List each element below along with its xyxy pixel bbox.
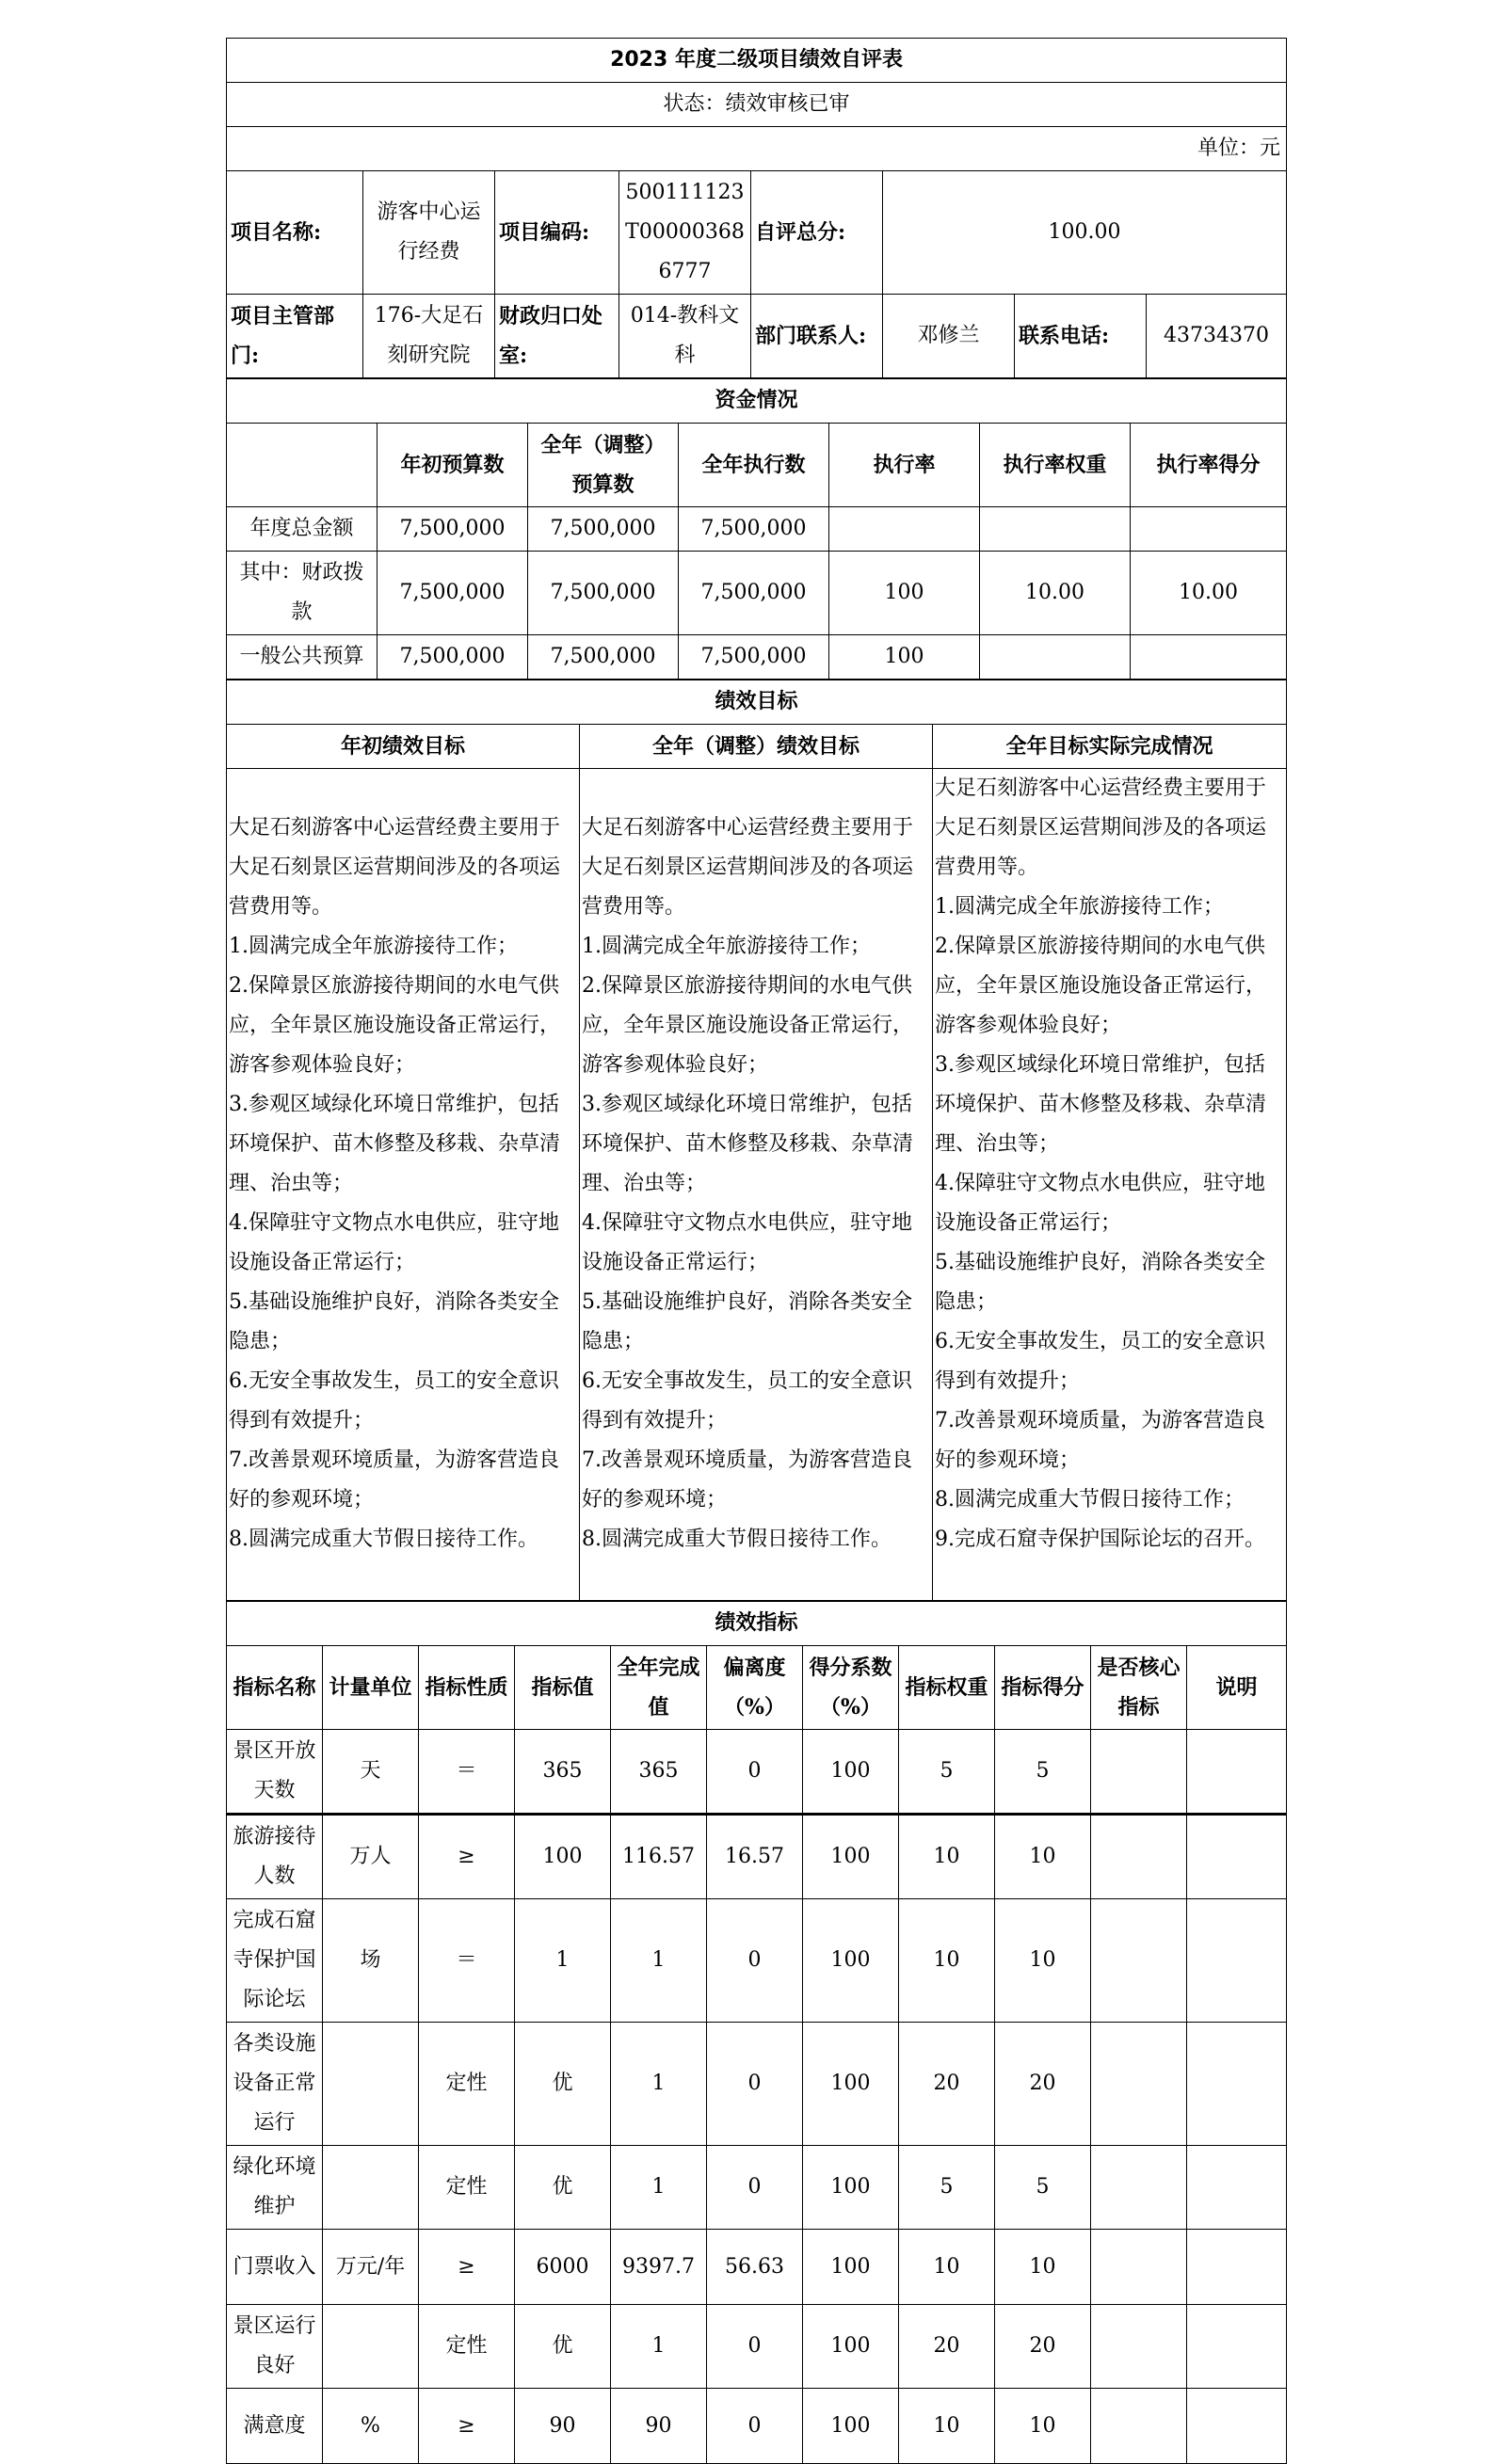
indicator-cell (1091, 1730, 1187, 1815)
indicator-cell (1187, 2389, 1287, 2464)
indicator-header-cell: 是否核心指标 (1091, 1646, 1187, 1730)
indicator-cell: 天 (323, 1730, 419, 1815)
indicator-cell: 各类设施设备正常运行 (227, 2023, 323, 2146)
indicator-cell: 10 (899, 2230, 995, 2305)
funds-cell: 100 (829, 552, 980, 635)
funds-cell: 年度总金额 (227, 507, 378, 552)
indicator-cell: ≥ (419, 1815, 515, 1899)
finance-office-label: 财政归口处室: (495, 295, 619, 378)
indicator-header-cell: 指标值 (515, 1646, 611, 1730)
indicator-cell: 5 (899, 2146, 995, 2230)
funds-cell: 7,500,000 (528, 635, 679, 680)
indicator-cell: 满意度 (227, 2389, 323, 2464)
funds-cell: 7,500,000 (528, 507, 679, 552)
indicator-cell: 绿化环境维护 (227, 2146, 323, 2230)
indicator-cell: 100 (803, 2305, 899, 2389)
funds-cell: 7,500,000 (679, 635, 829, 680)
indicator-cell: 10 (995, 1899, 1091, 2023)
funds-cell: 7,500,000 (679, 507, 829, 552)
indicator-cell (323, 2305, 419, 2389)
indicator-cell: 10 (899, 1899, 995, 2023)
indicator-cell: ≥ (419, 2389, 515, 2464)
indicator-cell: 10 (899, 1815, 995, 1899)
indicator-cell (1187, 2305, 1287, 2389)
indicator-cell (1187, 1815, 1287, 1899)
indicator-row (227, 1730, 1287, 1815)
indicator-cell: 56.63 (707, 2230, 803, 2305)
finance-office-value: 014-教科文科 (619, 295, 751, 378)
funds-cell (1131, 635, 1287, 680)
indicator-cell: 万人 (323, 1815, 419, 1899)
indicator-cell (1187, 1899, 1287, 2023)
indicator-header-cell: 全年完成值 (611, 1646, 707, 1730)
indicator-cell: 门票收入 (227, 2230, 323, 2305)
goals-table (226, 680, 1287, 1601)
funds-cell: 其中：财政拨款 (227, 552, 378, 635)
header-table (226, 38, 1287, 378)
actual-completion-text: 大足石刻游客中心运营经费主要用于大足石刻景区运营期间涉及的各项运营费用等。 1.圆满完成全年旅游接待工作； 2.保障景区旅游接待期间的水电气供应，全年景区施设施设备正常运行，游客参观体验良好； 3.参观区域绿化环境日常维护，包括环境保护、苗木修整及移栽、杂草清理、治虫等； 4.保障驻守文物点水电供应，驻守地设施设备正常运行； 5.基础设施维护良好，消除各类安全隐患； 6.无安全事故发生，员工的安全意识得到有效提升； 7.改善景观环境质量，为游客营造良好的参观环境； 8.圆满完成重大节假日接待工作； 9.完成石窟寺保护国际论坛的召开。 (933, 769, 1287, 1601)
indicator-cell: 0 (707, 2023, 803, 2146)
funds-cell (829, 507, 980, 552)
indicators-header-row (227, 1646, 1287, 1730)
indicator-cell: 20 (995, 2023, 1091, 2146)
indicator-row (227, 2146, 1287, 2230)
project-code-label: 项目编码: (495, 171, 619, 295)
funds-row (227, 635, 1287, 680)
indicator-cell: 116.57 (611, 1815, 707, 1899)
indicator-cell: 20 (899, 2305, 995, 2389)
indicator-cell: 优 (515, 2146, 611, 2230)
indicator-cell: 365 (515, 1730, 611, 1815)
indicator-cell: 90 (611, 2389, 707, 2464)
indicator-cell: 定性 (419, 2305, 515, 2389)
indicator-cell: 1 (611, 2146, 707, 2230)
indicator-cell (323, 2146, 419, 2230)
indicator-cell (1091, 2305, 1187, 2389)
indicator-cell: % (323, 2389, 419, 2464)
indicator-cell: 90 (515, 2389, 611, 2464)
goals-header-actual: 全年目标实际完成情况 (933, 725, 1287, 769)
funds-header-cell: 执行率权重 (980, 424, 1131, 507)
indicator-cell (1187, 2146, 1287, 2230)
indicator-cell (1091, 2146, 1187, 2230)
indicator-cell (1091, 2230, 1187, 2305)
indicator-cell: ＝ (419, 1899, 515, 2023)
goals-header-adjusted: 全年（调整）绩效目标 (580, 725, 933, 769)
department-value: 176-大足石刻研究院 (363, 295, 495, 378)
unit-line: 单位：元 (227, 127, 1287, 171)
indicator-cell: 16.57 (707, 1815, 803, 1899)
funds-cell: 7,500,000 (679, 552, 829, 635)
phone-label: 联系电话: (1015, 295, 1147, 378)
indicator-cell (323, 2023, 419, 2146)
indicator-cell: 100 (803, 2230, 899, 2305)
department-label: 项目主管部门: (227, 295, 363, 378)
indicator-cell: 旅游接待人数 (227, 1815, 323, 1899)
indicator-cell: 10 (995, 2389, 1091, 2464)
indicator-cell: 365 (611, 1730, 707, 1815)
indicator-cell: 1 (611, 2305, 707, 2389)
funds-heading: 资金情况 (227, 379, 1287, 424)
indicator-cell: 100 (803, 2389, 899, 2464)
funds-cell (980, 507, 1131, 552)
indicator-cell (1187, 2230, 1287, 2305)
indicator-header-cell: 说明 (1187, 1646, 1287, 1730)
indicator-cell: 100 (803, 1899, 899, 2023)
funds-header-cell: 全年（调整）预算数 (528, 424, 679, 507)
indicators-table (226, 1601, 1287, 2464)
indicator-cell: 景区开放天数 (227, 1730, 323, 1815)
funds-cell: 7,500,000 (528, 552, 679, 635)
indicator-cell: 10 (899, 2389, 995, 2464)
funds-header-cell: 执行率 (829, 424, 980, 507)
self-score-value: 100.00 (883, 171, 1287, 295)
indicator-row (227, 2305, 1287, 2389)
funds-cell: 7,500,000 (378, 507, 528, 552)
page-title: 2023 年度二级项目绩效自评表 (227, 39, 1287, 83)
phone-value: 43734370 (1147, 295, 1287, 378)
contact-value: 邓修兰 (883, 295, 1015, 378)
indicator-cell: 景区运行良好 (227, 2305, 323, 2389)
indicator-cell: 20 (899, 2023, 995, 2146)
indicator-cell: 20 (995, 2305, 1091, 2389)
indicator-cell: 10 (995, 1815, 1091, 1899)
adjusted-goal-text: 大足石刻游客中心运营经费主要用于大足石刻景区运营期间涉及的各项运营费用等。 1.圆满完成全年旅游接待工作； 2.保障景区旅游接待期间的水电气供应，全年景区施设施设备正常运行，游客参观体验良好； 3.参观区域绿化环境日常维护，包括环境保护、苗木修整及移栽、杂草清理、治虫等； 4.保障驻守文物点水电供应，驻守地设施设备正常运行； 5.基础设施维护良好，消除各类安全隐患； 6.无安全事故发生，员工的安全意识得到有效提升； 7.改善景观环境质量，为游客营造良好的参观环境； 8.圆满完成重大节假日接待工作。 (580, 769, 933, 1601)
self-score-label: 自评总分: (751, 171, 883, 295)
indicator-header-cell: 得分系数（%） (803, 1646, 899, 1730)
indicator-cell (1091, 2023, 1187, 2146)
indicator-header-cell: 指标名称 (227, 1646, 323, 1730)
funds-header-row (227, 424, 1287, 507)
contact-label: 部门联系人: (751, 295, 883, 378)
indicator-cell: 100 (803, 1815, 899, 1899)
indicator-cell: 万元/年 (323, 2230, 419, 2305)
indicator-row (227, 1899, 1287, 2023)
indicator-cell: 5 (995, 1730, 1091, 1815)
indicator-cell: 100 (803, 1730, 899, 1815)
indicator-cell: 5 (995, 2146, 1091, 2230)
indicator-header-cell: 指标性质 (419, 1646, 515, 1730)
indicator-cell: 定性 (419, 2023, 515, 2146)
indicator-cell: 0 (707, 1730, 803, 1815)
indicator-row (227, 2023, 1287, 2146)
indicator-cell: 0 (707, 1899, 803, 2023)
funds-cell: 7,500,000 (378, 552, 528, 635)
indicator-cell: ＝ (419, 1730, 515, 1815)
project-name-value: 游客中心运行经费 (363, 171, 495, 295)
indicator-cell: 1 (611, 1899, 707, 2023)
indicator-cell (1187, 1730, 1287, 1815)
project-code-value: 500111123T000003686777 (619, 171, 751, 295)
indicator-header-cell: 计量单位 (323, 1646, 419, 1730)
project-name-label: 项目名称: (227, 171, 363, 295)
indicator-cell: 100 (803, 2146, 899, 2230)
indicator-cell: 场 (323, 1899, 419, 2023)
indicator-cell (1091, 1899, 1187, 2023)
indicator-cell: 5 (899, 1730, 995, 1815)
indicator-cell: ≥ (419, 2230, 515, 2305)
indicator-header-cell: 指标得分 (995, 1646, 1091, 1730)
indicator-row (227, 2389, 1287, 2464)
status-line: 状态：绩效审核已审 (227, 83, 1287, 127)
funds-cell: 100 (829, 635, 980, 680)
indicator-cell: 100 (515, 1815, 611, 1899)
indicator-cell: 100 (803, 2023, 899, 2146)
indicator-header-cell: 指标权重 (899, 1646, 995, 1730)
indicator-cell: 1 (611, 2023, 707, 2146)
funds-header-cell: 执行率得分 (1131, 424, 1287, 507)
indicator-cell: 9397.7 (611, 2230, 707, 2305)
indicator-cell (1091, 2389, 1187, 2464)
funds-header-cell: 全年执行数 (679, 424, 829, 507)
funds-table (226, 378, 1287, 680)
goals-header-initial: 年初绩效目标 (227, 725, 580, 769)
funds-row (227, 552, 1287, 635)
indicator-row (227, 1815, 1287, 1899)
funds-cell (1131, 507, 1287, 552)
funds-cell: 10.00 (980, 552, 1131, 635)
funds-cell: 一般公共预算 (227, 635, 378, 680)
goals-heading: 绩效目标 (227, 680, 1287, 725)
indicator-cell: 10 (995, 2230, 1091, 2305)
indicator-header-cell: 偏离度（%） (707, 1646, 803, 1730)
indicator-cell: 0 (707, 2305, 803, 2389)
funds-header-cell: 年初预算数 (378, 424, 528, 507)
indicators-heading: 绩效指标 (227, 1602, 1287, 1646)
funds-header-cell (227, 424, 378, 507)
indicator-cell: 完成石窟寺保护国际论坛 (227, 1899, 323, 2023)
indicator-cell: 优 (515, 2023, 611, 2146)
indicator-cell: 0 (707, 2389, 803, 2464)
indicator-cell: 0 (707, 2146, 803, 2230)
indicator-cell: 6000 (515, 2230, 611, 2305)
funds-cell (980, 635, 1131, 680)
evaluation-sheet (226, 38, 1286, 2464)
indicator-rows (227, 1730, 1287, 2464)
indicator-cell: 优 (515, 2305, 611, 2389)
initial-goal-text: 大足石刻游客中心运营经费主要用于大足石刻景区运营期间涉及的各项运营费用等。 1.圆满完成全年旅游接待工作； 2.保障景区旅游接待期间的水电气供应，全年景区施设施设备正常运行，游客参观体验良好； 3.参观区域绿化环境日常维护，包括环境保护、苗木修整及移栽、杂草清理、治虫等； 4.保障驻守文物点水电供应，驻守地设施设备正常运行； 5.基础设施维护良好，消除各类安全隐患； 6.无安全事故发生，员工的安全意识得到有效提升； 7.改善景观环境质量，为游客营造良好的参观环境； 8.圆满完成重大节假日接待工作。 (227, 769, 580, 1601)
funds-cell: 7,500,000 (378, 635, 528, 680)
indicator-cell (1091, 1815, 1187, 1899)
indicator-row (227, 2230, 1287, 2305)
funds-row (227, 507, 1287, 552)
funds-cell: 10.00 (1131, 552, 1287, 635)
indicator-cell: 定性 (419, 2146, 515, 2230)
indicator-cell: 1 (515, 1899, 611, 2023)
indicator-cell (1187, 2023, 1287, 2146)
